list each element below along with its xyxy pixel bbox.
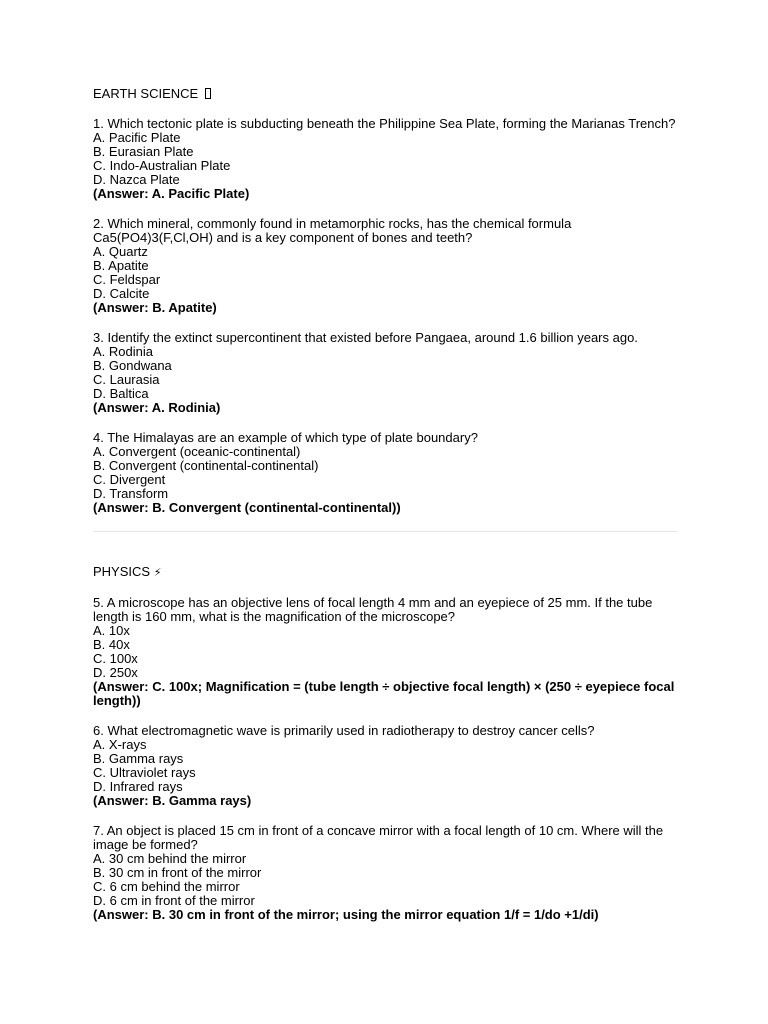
question-6 [93,724,678,808]
option: D. 250x [93,665,138,680]
question-text: 1. Which tectonic plate is subducting beneath the Philippine Sea Plate, forming the Marianas Trench? [93,116,676,131]
question-text: 3. Identify the extinct supercontinent that existed before Pangaea, around 1.6 billion years ago. [93,330,638,345]
answer: (Answer: B. 30 cm in front of the mirror; using the mirror equation 1/f = 1/do +1/di) [93,907,599,922]
option: A. 10x [93,623,130,638]
answer: (Answer: A. Rodinia) [93,400,221,415]
question-text: 6. What electromagnetic wave is primarily used in radiotherapy to destroy cancer cells? [93,723,595,738]
option: A. Rodinia [93,344,153,359]
answer: (Answer: B. Apatite) [93,300,217,315]
option: A. Quartz [93,244,148,259]
section-heading: EARTH SCIENCE [93,87,678,101]
question-2 [93,217,678,315]
question-text: 7. An object is placed 15 cm in front of a concave mirror with a focal length of 10 cm. Where will the [93,823,664,838]
option: B. 40x [93,637,130,652]
answer: (Answer: B. Gamma rays) [93,793,252,808]
question-7 [93,824,678,922]
question-text: Ca5(PO4)3(F,Cl,OH) and is a key component of bones and teeth? [93,230,473,245]
option: C. Ultraviolet rays [93,765,196,780]
question-3 [93,331,678,415]
option: B. Gamma rays [93,751,184,766]
option: A. Pacific Plate [93,130,181,145]
answer: length)) [93,693,141,708]
option: D. Transform [93,486,169,501]
question-1 [93,117,678,201]
option: D. Calcite [93,286,150,301]
option: B. 30 cm in front of the mirror [93,865,262,880]
option: C. Divergent [93,472,166,487]
section-physics [93,565,678,922]
section-earth-science [93,87,678,515]
section-heading: PHYSICS ⚡ [93,564,162,579]
answer: (Answer: A. Pacific Plate) [93,186,250,201]
question-text: image be formed? [93,837,198,852]
answer: (Answer: B. Convergent (continental-continental)) [93,500,401,515]
option: D. 6 cm in front of the mirror [93,893,255,908]
question-5 [93,596,678,708]
option: A. 30 cm behind the mirror [93,851,247,866]
option: C. Indo-Australian Plate [93,158,231,173]
option: B. Gondwana [93,358,172,373]
option: A. X-rays [93,737,147,752]
option: A. Convergent (oceanic-continental) [93,444,301,459]
option: D. Infrared rays [93,779,183,794]
question-4 [93,431,678,515]
question-text: 2. Which mineral, commonly found in metamorphic rocks, has the chemical formula [93,216,572,231]
question-text: 4. The Himalayas are an example of which type of plate boundary? [93,430,478,445]
option: C. Laurasia [93,372,160,387]
question-text: 5. A microscope has an objective lens of focal length 4 mm and an eyepiece of 25 mm. If the tube [93,595,653,610]
answer: (Answer: C. 100x; Magnification = (tube length ÷ objective focal length) × (250 ÷ eyepiece focal [93,679,675,694]
option: D. Nazca Plate [93,172,180,187]
option: C. Feldspar [93,272,161,287]
option: B. Convergent (continental-continental) [93,458,319,473]
tofu-box-icon [205,88,211,99]
section-divider [93,531,678,532]
option: B. Apatite [93,258,149,273]
lightning-bolt-icon: ⚡ [153,566,162,579]
question-text: length is 160 mm, what is the magnification of the microscope? [93,609,456,624]
option: B. Eurasian Plate [93,144,194,159]
option: C. 100x [93,651,138,666]
option: D. Baltica [93,386,149,401]
option: C. 6 cm behind the mirror [93,879,240,894]
